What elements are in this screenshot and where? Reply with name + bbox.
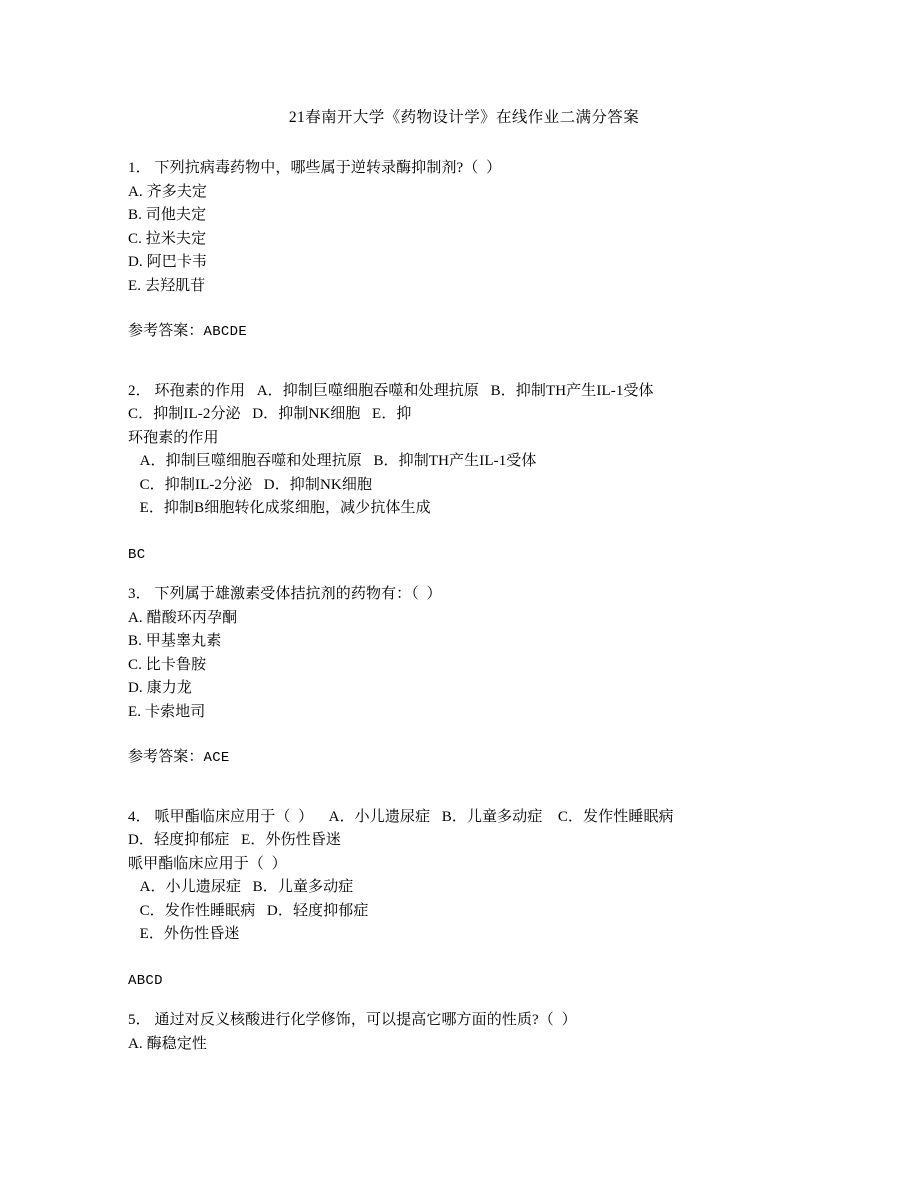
question-body: 环孢素的作用: [128, 429, 219, 446]
question-block-1: [128, 157, 800, 345]
question-option: E. 去羟肌苷: [128, 277, 206, 294]
answer-value: ACE: [203, 750, 230, 766]
question-body: E．抑制B细胞转化成浆细胞，减少抗体生成: [128, 500, 431, 516]
question-stem: 4． 哌甲酯临床应用于（ ） A．小儿遗尿症 B．儿童多动症 C．发作性睡眠病: [128, 808, 674, 825]
question-block-3: [128, 583, 800, 771]
question-option: A. 醋酸环丙孕酮: [128, 609, 238, 626]
answer-row: [128, 320, 800, 345]
question-stem: 1． 下列抗病毒药物中，哪些属于逆转录酶抑制剂?（ ）: [128, 160, 502, 176]
question-option: E. 卡索地司: [128, 703, 206, 720]
answer-row: [128, 969, 800, 994]
question-option: B. 甲基睾丸素: [128, 633, 222, 649]
question-body: C．抑制IL-2分泌 D．抑制NK细胞: [128, 476, 373, 493]
question-option: D. 阿巴卡韦: [128, 254, 208, 270]
question-option: A. 酶稳定性: [128, 1035, 208, 1052]
answer-row: [128, 746, 800, 771]
question-option: B. 司他夫定: [128, 207, 207, 223]
question-block-5: [128, 1009, 800, 1056]
answer-value: ABCD: [128, 972, 163, 989]
question-stem: 2． 环孢素的作用 A．抑制巨噬细胞吞噬和处理抗原 B．抑制TH产生IL-1受体: [128, 382, 654, 399]
answer-label: 参考答案：: [128, 749, 204, 765]
page-title: 21春南开大学《药物设计学》在线作业二满分答案: [288, 109, 640, 126]
question-stem: 5． 通过对反义核酸进行化学修饰，可以提高它哪方面的性质?（ ）: [128, 1012, 577, 1028]
answer-label: 参考答案：: [128, 323, 204, 339]
question-option: A. 齐多夫定: [128, 183, 208, 200]
question-block-4: [128, 806, 800, 994]
question-stem-cont: C．抑制IL-2分泌 D．抑制NK细胞 E．抑: [128, 406, 412, 422]
question-stem: 3． 下列属于雄激素受体拮抗剂的药物有：（ ）: [128, 586, 442, 602]
question-body: E．外伤性昏迷: [128, 926, 240, 942]
question-option: D. 康力龙: [128, 680, 192, 696]
question-option: C. 拉米夫定: [128, 230, 207, 247]
question-option: C. 比卡鲁胺: [128, 656, 207, 673]
question-stem-cont: D．轻度抑郁症 E．外伤性昏迷: [128, 832, 341, 848]
question-block-2: [128, 380, 800, 568]
question-body: 哌甲酯临床应用于（ ）: [128, 855, 287, 872]
question-body: A．小儿遗尿症 B．儿童多动症: [128, 879, 354, 895]
answer-value: ABCDE: [203, 324, 248, 340]
answer-value: BC: [128, 546, 146, 563]
answer-row: [128, 543, 800, 568]
question-body: A．抑制巨噬细胞吞噬和处理抗原 B．抑制TH产生IL-1受体: [128, 453, 537, 469]
question-body: C．发作性睡眠病 D．轻度抑郁症: [128, 902, 369, 919]
